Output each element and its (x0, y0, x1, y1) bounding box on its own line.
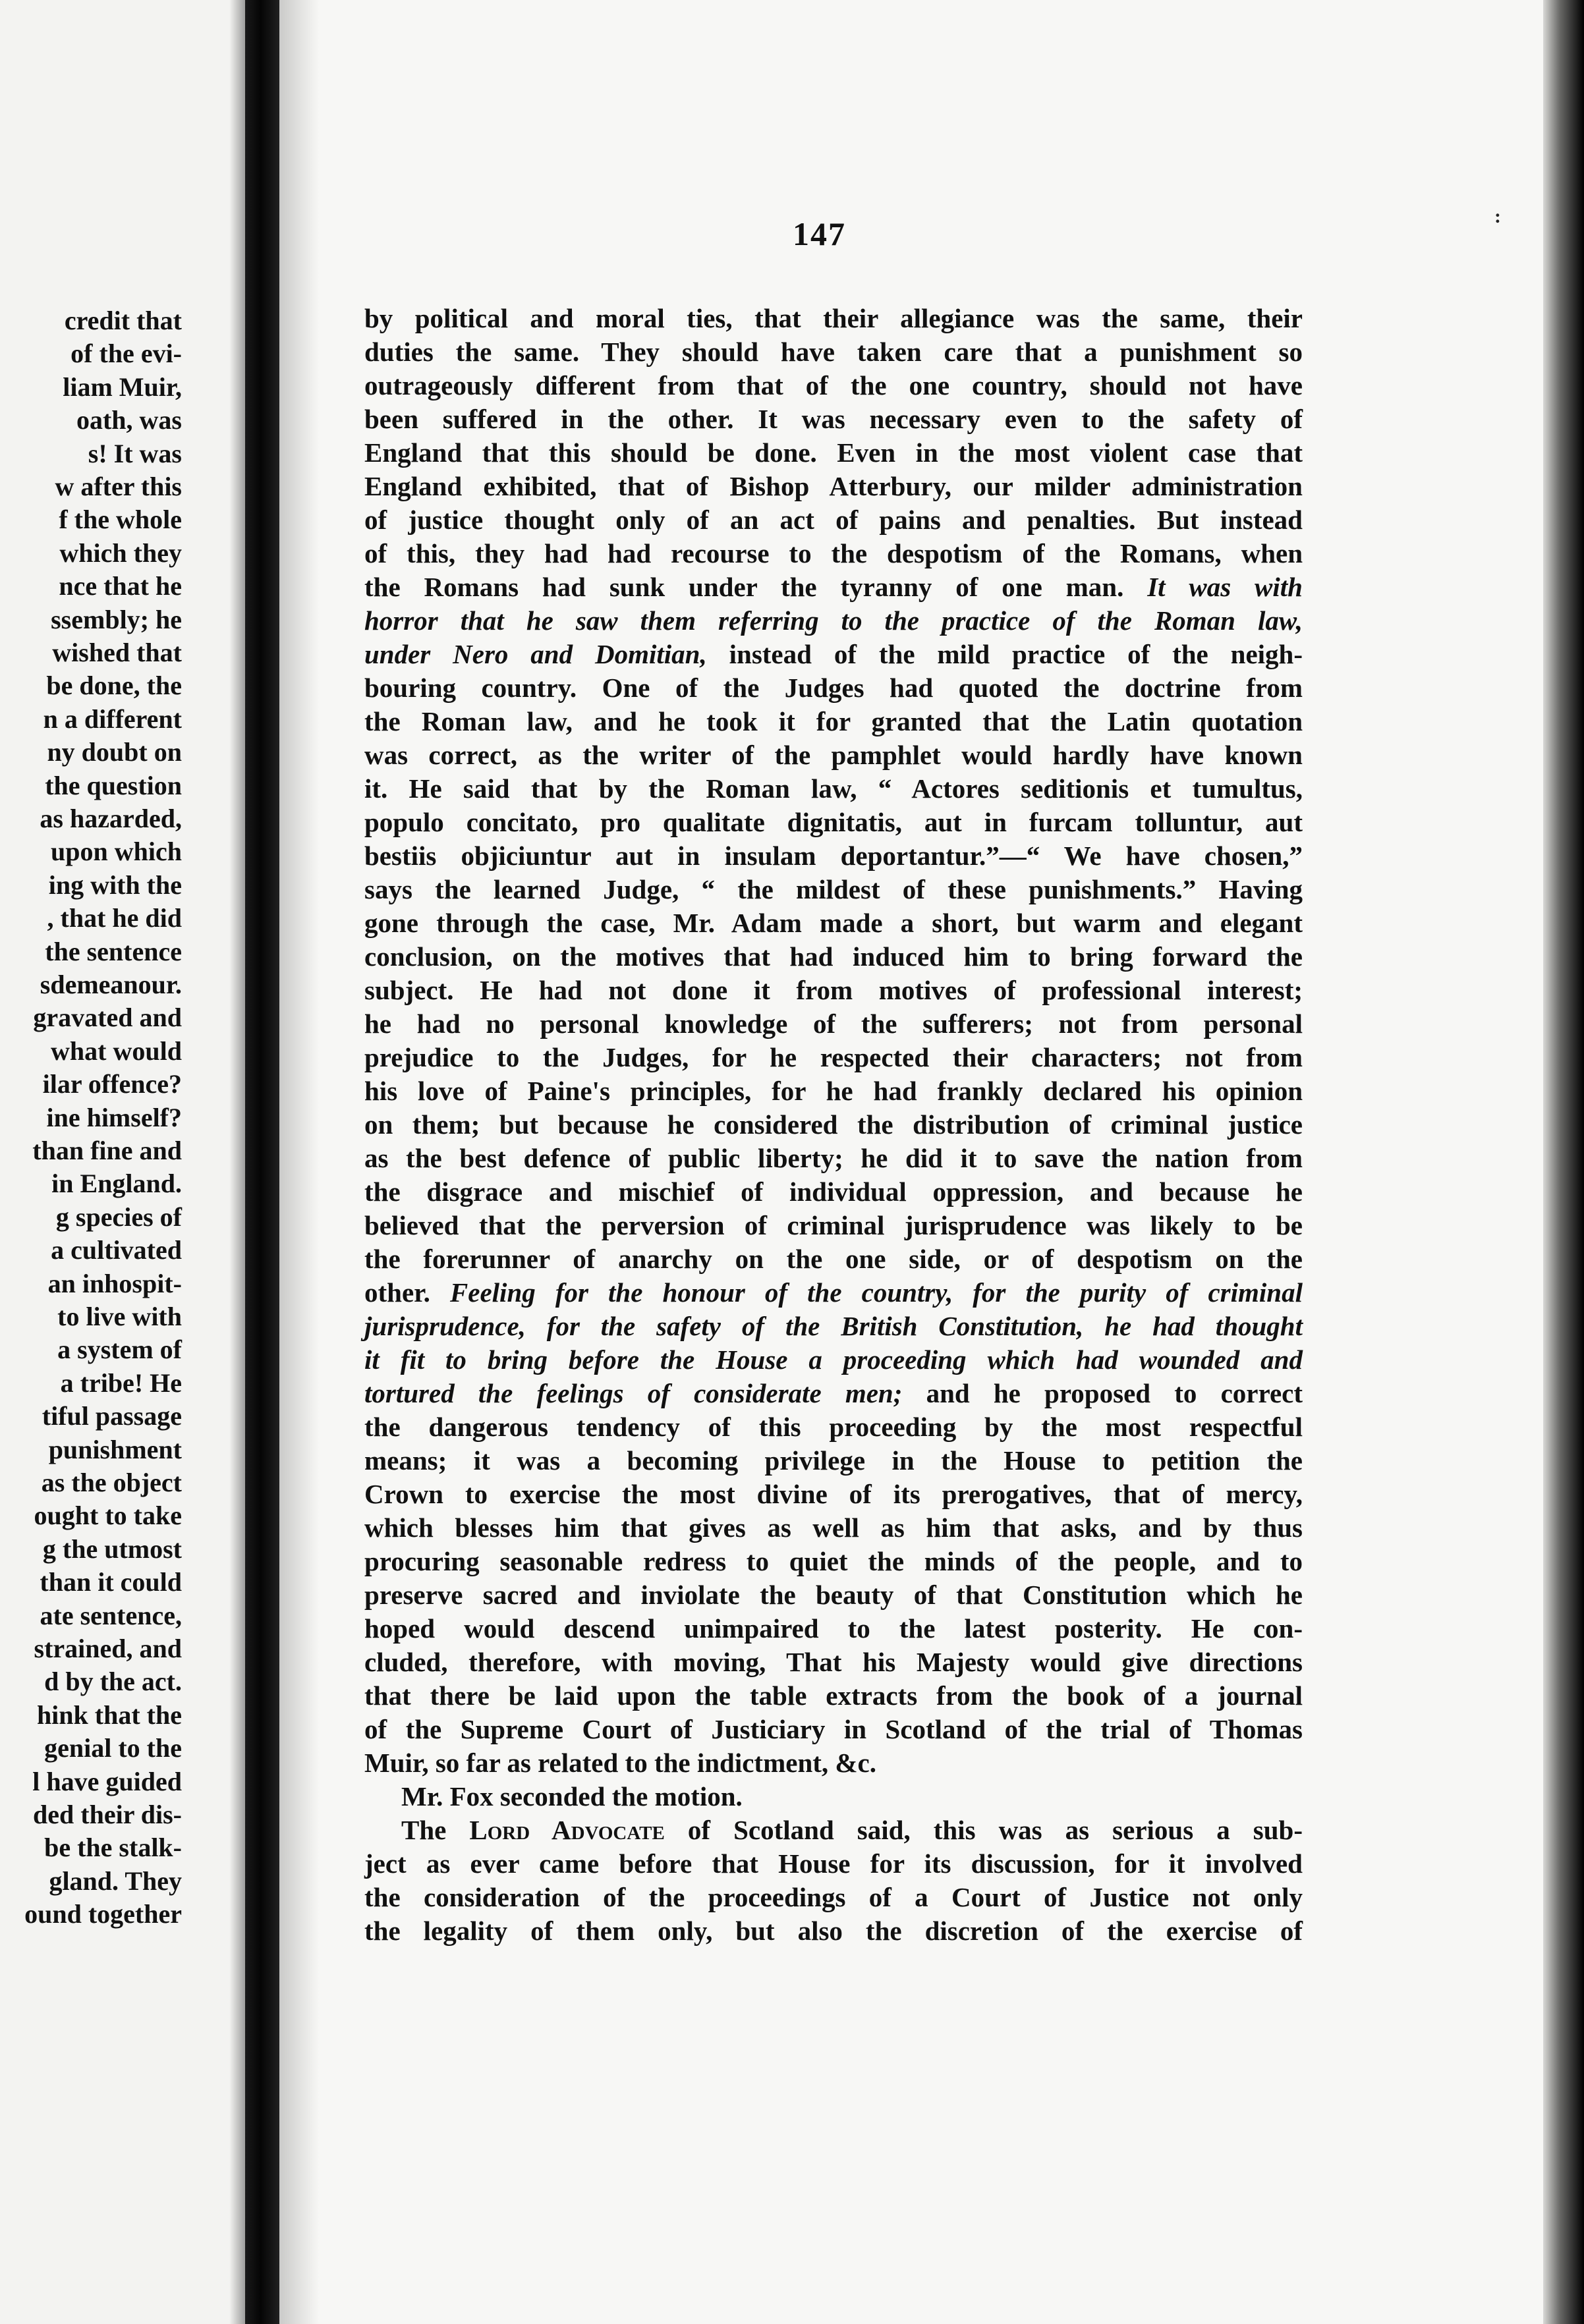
body-line: by political and moral ties, that their allegiance was the same, their (364, 303, 1303, 333)
body-text-roman: instead of the mild practice of the neigh- (706, 639, 1303, 669)
left-page-line: l have guided (32, 1766, 182, 1796)
body-line: cluded, therefore, with moving, That his Majesty would give directions (364, 1647, 1303, 1677)
body-line: of justice thought only of an act of pains and penalties. But instead (364, 505, 1303, 535)
left-page-line: a cultivated (51, 1235, 182, 1265)
left-page-line: than it could (40, 1567, 182, 1597)
body-line: which blesses him that gives as well as him that asks, and by thus (364, 1512, 1303, 1543)
left-page-line: n a different (43, 704, 182, 734)
left-page-line: ate sentence, (40, 1600, 182, 1630)
body-text-italic: It was with (1147, 572, 1303, 602)
body-line: Muir, so far as related to the indictment, &c. (364, 1748, 876, 1778)
body-line: Crown to exercise the most divine of its prerogatives, that of mercy, (364, 1479, 1303, 1509)
left-page-line: wished that (52, 638, 182, 667)
left-page-line: to live with (57, 1302, 182, 1331)
left-page-line: ound together (24, 1899, 182, 1929)
body-text-roman: of Scotland said, this was as serious a sub- (664, 1815, 1303, 1845)
left-page-line: a system of (57, 1335, 182, 1365)
left-page-line: ought to take (34, 1501, 182, 1531)
left-page-line: , that he did (47, 903, 182, 933)
body-line: England exhibited, that of Bishop Atterbury, our milder administration (364, 471, 1303, 501)
left-page-line: w after this (55, 472, 182, 501)
body-line: bestiis objiciuntur aut in insulam deportantur.”—“ We have chosen,” (364, 841, 1303, 871)
body-line (364, 1813, 1303, 1847)
body-line: Mr. Fox seconded the motion. (401, 1781, 743, 1812)
left-page-line: sdemeanour. (40, 970, 182, 999)
left-page-line: than fine and (32, 1136, 182, 1165)
left-page-line: of the evi- (71, 339, 182, 369)
left-page-line: what would (51, 1036, 182, 1066)
body-line: England that this should be done. Even in the most violent case that (364, 437, 1303, 468)
left-page-line: which they (59, 538, 182, 568)
left-page-line: tiful passage (42, 1401, 182, 1431)
body-line (364, 638, 1303, 671)
page-number: 147 (793, 215, 846, 252)
body-text-italic: it fit to bring before the House a proceeding which had wounded and (364, 1344, 1303, 1375)
body-line: duties the same. They should have taken care that a punishment so (364, 337, 1303, 367)
left-page-line: be done, the (46, 671, 182, 701)
left-page-line: punishment (48, 1434, 182, 1464)
page-edge-shadow (1543, 0, 1584, 2324)
body-line: of this, they had had recourse to the despotism of the Romans, when (364, 538, 1303, 568)
body-line: subject. He had not done it from motives of professional interest; (364, 975, 1303, 1005)
body-line: on them; but because he considered the distribution of criminal justice (364, 1109, 1303, 1140)
body-line: populo concitato, pro qualitate dignitatis, aut in furcam tolluntur, aut (364, 807, 1303, 837)
speaker-name: Lord Advocate (469, 1815, 665, 1845)
body-line: the consideration of the proceedings of a Court of Justice not only (364, 1882, 1303, 1912)
left-page-line: ssembly; he (51, 604, 182, 634)
body-line: his love of Paine's principles, for he had frankly declared his opinion (364, 1076, 1303, 1106)
left-page-line: gravated and (33, 1003, 182, 1033)
left-page-line: liam Muir, (63, 372, 182, 402)
left-page-line: as hazarded, (40, 804, 182, 833)
left-page-line: oath, was (76, 405, 182, 435)
body-text-italic: under Nero and Domitian, (364, 639, 707, 669)
body-line: that there be laid upon the table extracts from the book of a journal (364, 1680, 1303, 1711)
left-page-line: nce that he (59, 571, 182, 601)
left-page-line: as the object (41, 1468, 182, 1497)
left-page-line: ded their dis- (33, 1800, 182, 1829)
body-line: he had no personal knowledge of the sufferers; not from personal (364, 1009, 1303, 1039)
left-page-line: be the stalk- (44, 1833, 182, 1863)
margin-mark: : (1494, 206, 1501, 227)
body-line: was correct, as the writer of the pamphlet would hardly have known (364, 740, 1303, 770)
body-text-roman: other. (364, 1277, 450, 1308)
left-page-line: ine himself? (46, 1102, 182, 1132)
left-page-line: ny doubt on (47, 737, 182, 767)
body-line (364, 1343, 1303, 1377)
left-page-line: genial to the (44, 1733, 182, 1763)
body-line: hoped would descend unimpaired to the latest posterity. He con- (364, 1613, 1303, 1644)
body-text-italic: Feeling for the honour of the country, for the purity of criminal (449, 1277, 1303, 1308)
body-line: says the learned Judge, “ the mildest of these punishments.” Having (364, 874, 1303, 904)
left-page-line: the sentence (45, 936, 182, 966)
body-text-roman: and he proposed to correct (902, 1378, 1303, 1408)
body-line: it. He said that by the Roman law, “ Actores seditionis et tumultus, (364, 773, 1303, 804)
left-page-line: an inhospit- (47, 1268, 182, 1298)
body-line: been suffered in the other. It was necessary even to the safety of (364, 404, 1303, 434)
body-line: the legality of them only, but also the discretion of the exercise of (364, 1916, 1303, 1946)
left-page-line: the question (45, 770, 182, 800)
body-line: conclusion, on the motives that had induced him to bring forward the (364, 941, 1303, 972)
body-line: preserve sacred and inviolate the beauty of that Constitution which he (364, 1580, 1303, 1610)
left-page-line: g the utmost (42, 1534, 182, 1564)
left-page-fragment (0, 0, 245, 2324)
body-line: prejudice to the Judges, for he respected their characters; not from (364, 1042, 1303, 1072)
body-text-roman: The (401, 1815, 470, 1845)
body-line: bouring country. One of the Judges had quoted the doctrine from (364, 673, 1303, 703)
body-text-italic: jurisprudence, for the safety of the British Constitution, he had thought (364, 1311, 1303, 1341)
left-page-line: f the whole (59, 505, 182, 535)
page-body-text (364, 302, 1303, 1948)
book-gutter (245, 0, 279, 2324)
body-line: ject as ever came before that House for its discussion, for it involved (364, 1848, 1303, 1879)
left-page-line: gland. They (49, 1866, 182, 1896)
body-line: the dangerous tendency of this proceeding by the most respectful (364, 1412, 1303, 1442)
body-line (364, 570, 1303, 604)
left-page-line: a tribe! He (60, 1368, 182, 1398)
body-line: gone through the case, Mr. Adam made a short, but warm and elegant (364, 908, 1303, 938)
body-line (364, 604, 1303, 638)
body-text-roman: the Romans had sunk under the tyranny of one man. (364, 572, 1148, 602)
left-page-line: in England. (51, 1169, 182, 1199)
body-line (364, 1377, 1303, 1410)
body-line: procuring seasonable redress to quiet the minds of the people, and to (364, 1546, 1303, 1576)
left-page-line: upon which (51, 837, 182, 867)
left-page-line: d by the act. (44, 1667, 182, 1697)
body-line: the Roman law, and he took it for granted that the Latin quotation (364, 706, 1303, 736)
body-text-italic: horror that he saw them referring to the practice of the Roman law, (364, 605, 1303, 636)
body-line: means; it was a becoming privilege in the House to petition the (364, 1445, 1303, 1476)
left-page-line: strained, and (34, 1634, 182, 1663)
body-line: of the Supreme Court of Justiciary in Scotland of the trial of Thomas (364, 1714, 1303, 1744)
body-line (364, 1310, 1303, 1343)
body-line: the forerunner of anarchy on the one side, or of despotism on the (364, 1244, 1303, 1274)
body-line: the disgrace and mischief of individual oppression, and because he (364, 1176, 1303, 1207)
body-line (364, 1276, 1303, 1310)
left-page-line: ilar offence? (42, 1069, 182, 1099)
body-line: outrageously different from that of the one country, should not have (364, 370, 1303, 401)
left-page-line: g species of (55, 1202, 182, 1232)
left-page-line: ing with the (48, 870, 182, 900)
body-line: believed that the perversion of criminal jurisprudence was likely to be (364, 1210, 1303, 1240)
left-page-line: hink that the (36, 1700, 182, 1730)
body-line: as the best defence of public liberty; he did it to save the nation from (364, 1143, 1303, 1173)
body-text-italic: tortured the feelings of considerate men; (364, 1378, 903, 1408)
left-page-line: s! It was (88, 438, 182, 468)
left-page-line: credit that (64, 306, 182, 335)
